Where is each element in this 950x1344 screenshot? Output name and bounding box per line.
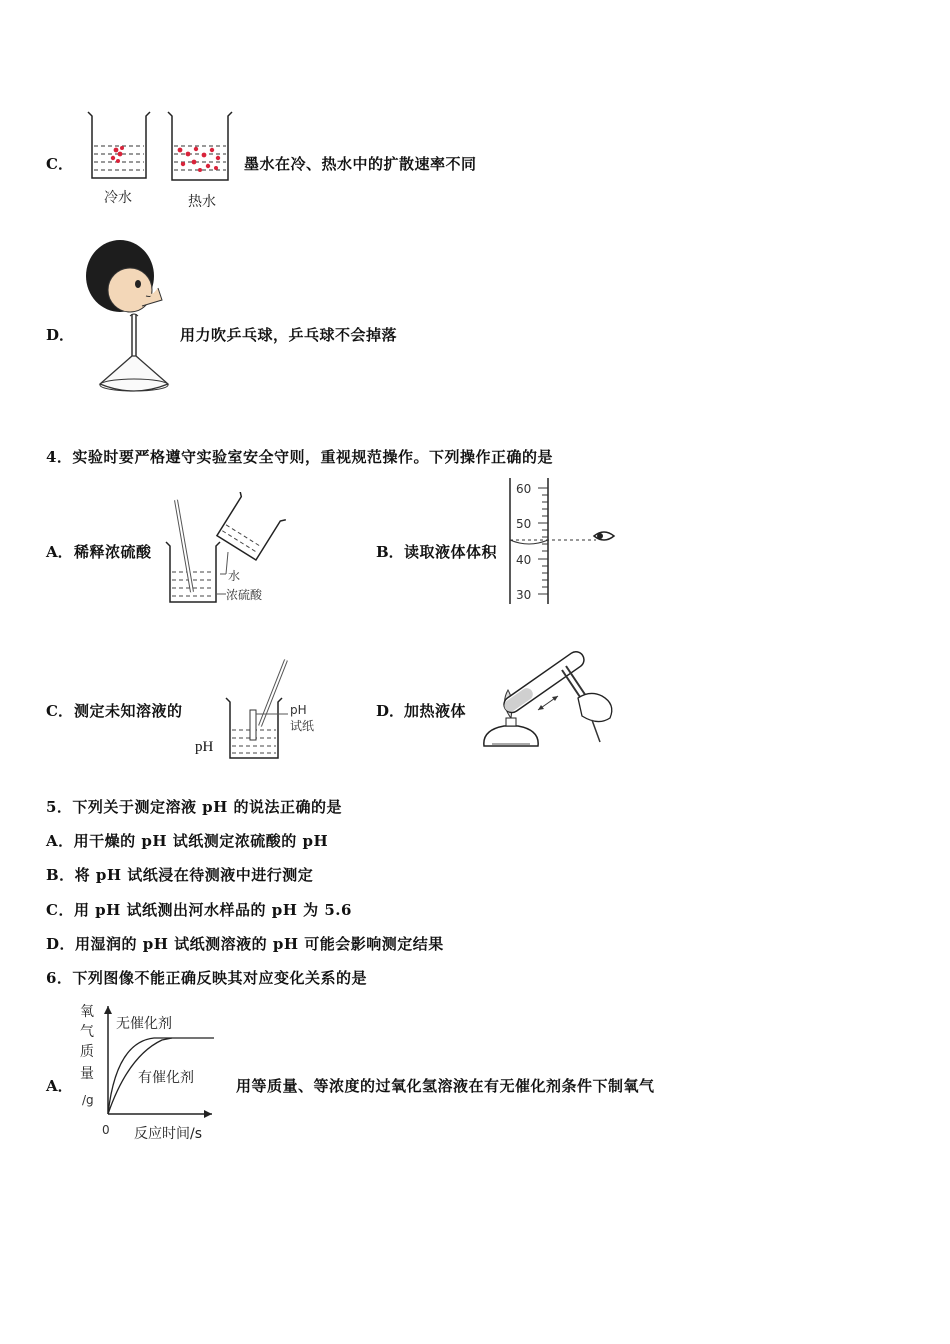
blow-pingpong-figure [80, 236, 175, 401]
hot-water-label: 热水 [188, 194, 216, 210]
curve-catalyst-label: 有催化剂 [138, 1070, 194, 1086]
q5-optC: C．用 pH 试纸测出河水样品的 pH 为 5.6 [46, 901, 352, 919]
q3-optD-text: 用力吹乒乓球，乒乓球不会掉落 [180, 326, 398, 344]
q4-optD-text: 加热液体 [404, 702, 467, 720]
chart-origin: 0 [102, 1123, 110, 1137]
ph-paper-label1: pH [290, 703, 307, 717]
q3-optC-text: 墨水在冷、热水中的扩散速率不同 [244, 155, 477, 173]
q3-optD-letter: D． [46, 326, 75, 344]
eye-icon [594, 532, 614, 540]
tick-40: 40 [516, 553, 532, 567]
cold-water-beaker [88, 112, 150, 178]
q4-optB-text: 读取液体体积 [404, 543, 498, 561]
q6-optA-text: 用等质量、等浓度的过氧化氢溶液在有无催化剂条件下制氧气 [236, 1077, 655, 1095]
q5-optD: D．用湿润的 pH 试纸测溶液的 pH 可能会影响测定结果 [46, 935, 444, 953]
oxygen-mass-chart [76, 998, 226, 1144]
q4-optD-letter: D． [376, 702, 405, 720]
ph-paper-label2: 试纸 [290, 719, 315, 733]
q5-optB: B．将 pH 试纸浸在待测液中进行测定 [46, 866, 314, 884]
dilute-acid-figure [160, 492, 290, 604]
q3-optC-letter: C． [46, 155, 73, 173]
hot-water-beaker [168, 112, 232, 180]
chart-ylabel-4: /g [82, 1093, 94, 1107]
q6-optA-letter: A． [46, 1077, 73, 1095]
q4-optC-text2: pH [195, 739, 214, 755]
q4-optA-letter: A． [46, 543, 73, 561]
chart-ylabel-1: 气 [80, 1024, 94, 1040]
chart-xlabel: 反应时间/s [134, 1126, 203, 1142]
chart-ylabel-3: 量 [80, 1066, 94, 1082]
chart-ylabel-2: 质 [80, 1044, 94, 1060]
q5-optA: A．用干燥的 pH 试纸测定浓硫酸的 pH [46, 832, 329, 850]
diffusion-beakers-figure [82, 108, 242, 213]
chart-ylabel-0: 氧 [80, 1004, 94, 1020]
q6-stem: 6．下列图像不能正确反映其对应变化关系的是 [46, 969, 367, 987]
q4-optB-letter: B． [376, 543, 404, 561]
tick-60: 60 [516, 482, 532, 496]
tick-50: 50 [516, 517, 532, 531]
q4-optA-text: 稀释浓硫酸 [74, 543, 152, 561]
water-label: 水 [228, 569, 241, 583]
heat-liquid-figure [474, 634, 622, 762]
q4-stem: 4．实验时要严格遵守实验室安全守则，重视规范操作。下列操作正确的是 [46, 448, 553, 466]
conc-acid-label: 浓硫酸 [226, 588, 263, 602]
graduated-cylinder-figure [506, 476, 624, 606]
cold-water-label: 冷水 [104, 190, 132, 206]
curve-no-catalyst-label: 无催化剂 [116, 1016, 172, 1032]
q5-stem: 5．下列关于测定溶液 pH 的说法正确的是 [46, 798, 343, 816]
q4-optC-text: 测定未知溶液的 [74, 702, 183, 720]
tick-30: 30 [516, 588, 532, 602]
ph-test-figure [224, 656, 334, 762]
q4-optC-letter: C． [46, 702, 73, 720]
